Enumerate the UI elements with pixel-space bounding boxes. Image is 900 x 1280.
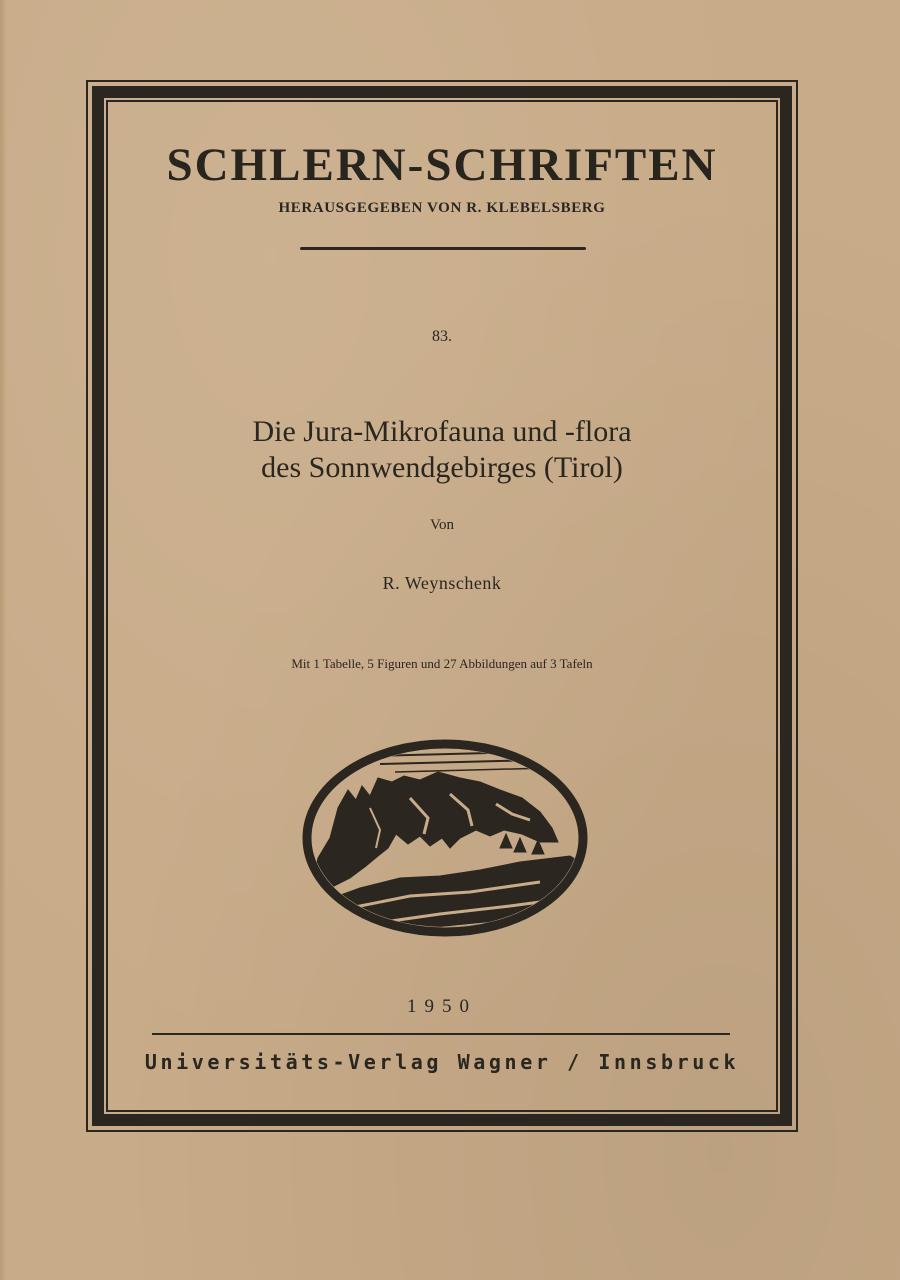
by-label: Von [430, 517, 454, 533]
book-title [106, 414, 778, 486]
bottom-rule [152, 1033, 730, 1035]
book-title-line-2: des Sonnwendgebirges (Tirol) [261, 451, 623, 484]
author-name: R. Weynschenk [382, 573, 502, 593]
publisher-line: Universitäts-Verlag Wagner / Innsbruck [144, 1050, 740, 1074]
series-title: SCHLERN-SCHRIFTEN [166, 139, 718, 191]
illustrations-note: Mit 1 Tabelle, 5 Figuren und 27 Abbildungen auf 3 Tafeln [291, 656, 593, 671]
inner-border [106, 100, 778, 1112]
book-title-line-1: Die Jura-Mikrofauna und -flora [252, 415, 632, 448]
volume-number: 83. [432, 328, 452, 345]
mountain-landscape-emblem-icon [300, 738, 590, 938]
page-edge [0, 0, 6, 1280]
editor-line: HERAUSGEGEBEN VON R. KLEBELSBERG [278, 200, 606, 216]
top-rule [300, 247, 586, 250]
publication-year: 1950 [407, 996, 477, 1017]
